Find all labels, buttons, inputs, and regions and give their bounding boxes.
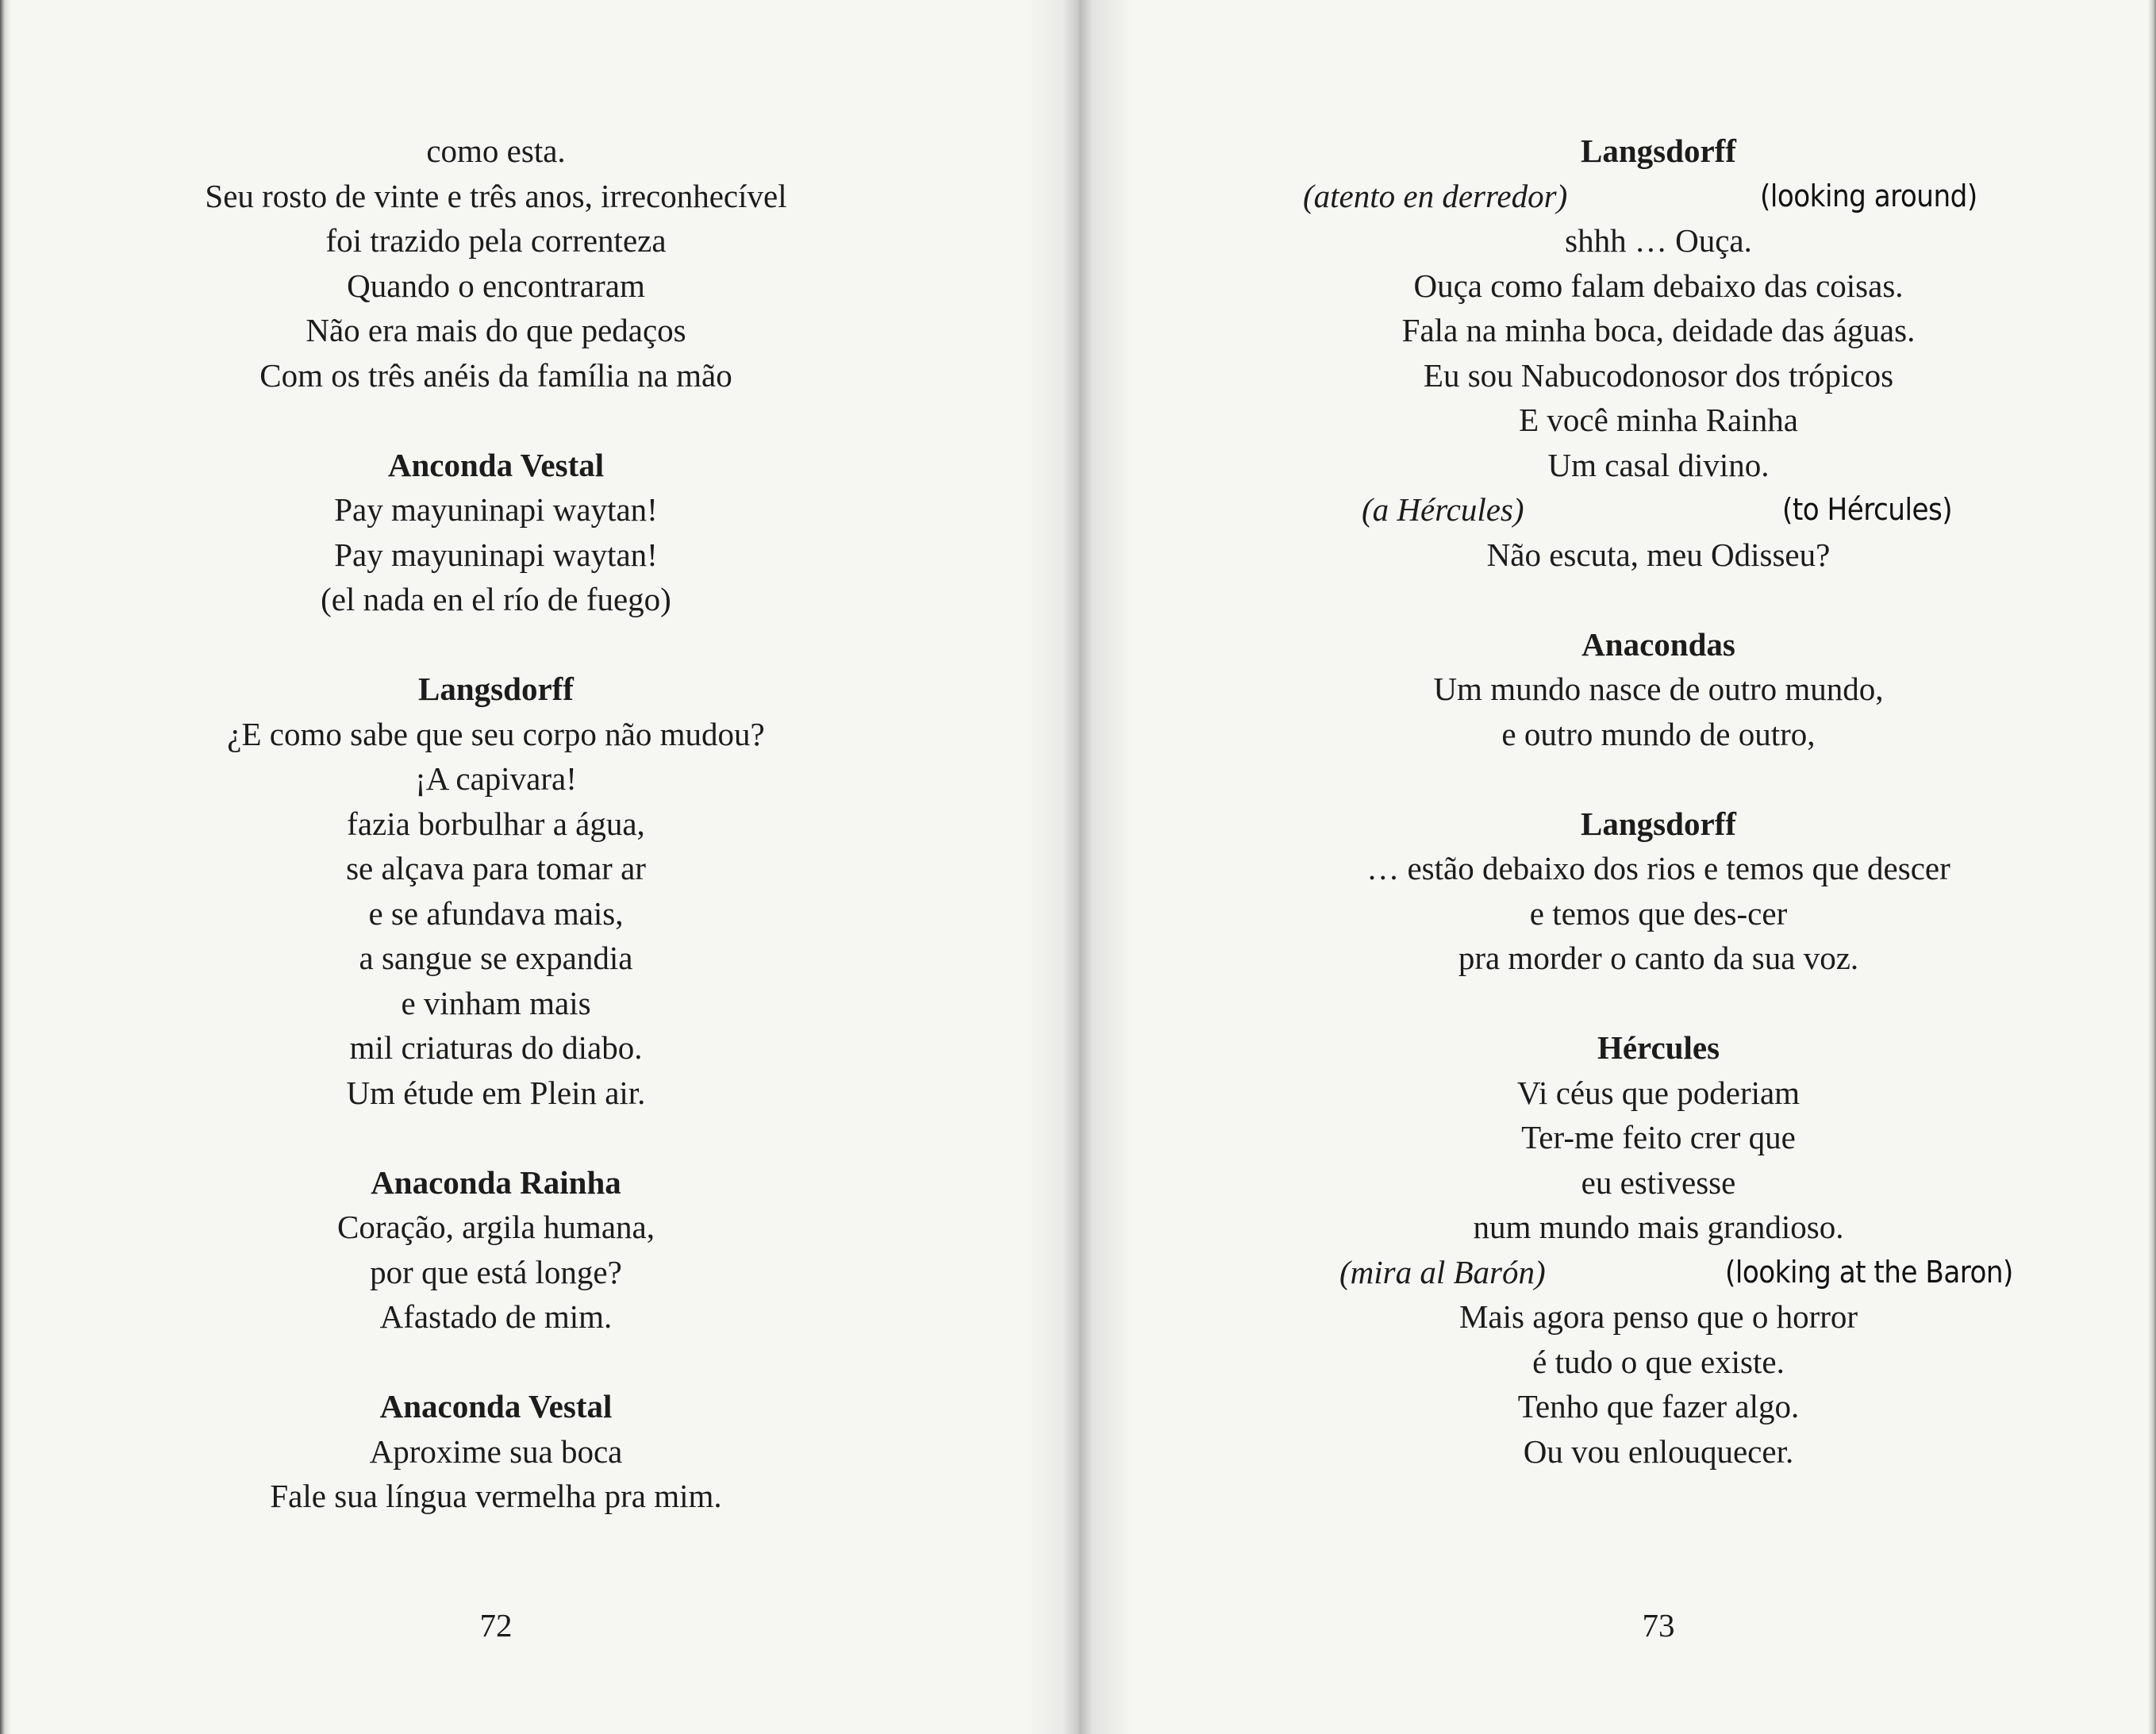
verse-line: e vinham mais (401, 984, 591, 1021)
verse-line: eu estivesse (1581, 1163, 1736, 1201)
stage-direction (1238, 1250, 2079, 1295)
speaker-name: Anconda Vestal (387, 446, 605, 483)
verse-line: num mundo mais grandioso. (1473, 1209, 1844, 1245)
speaker-name: Anacondas (1581, 625, 1735, 663)
verse-line: Ou vou enlouquecer. (1523, 1432, 1794, 1470)
book-gutter-shadow (1024, 0, 1135, 1734)
book-edge-left (0, 0, 11, 1734)
verse-line: Fale sua língua vermelha pra mim. (270, 1478, 722, 1514)
verse-line: Pay mayuninapi waytan! (334, 491, 658, 528)
stage-direction-original: (a Hércules) (1362, 491, 1524, 528)
speaker-name: Hércules (1597, 1029, 1720, 1066)
speaker-name: Langsdorff (1581, 133, 1736, 169)
stage-direction-translation: (looking around) (1760, 178, 1977, 213)
stage-direction (1238, 174, 2079, 219)
stage-direction-original: (atento en derredor) (1303, 177, 1568, 214)
verse-line: Afastado de mim. (379, 1298, 613, 1335)
speaker-name: Anaconda Vestal (379, 1388, 613, 1424)
page-number: 73 (1642, 1607, 1675, 1644)
verse-line: ¡A capivara! (415, 760, 577, 797)
verse-line: e temos que des-cer (1529, 894, 1788, 932)
verse-line: Seu rosto de vinte e três anos, irreconhecível (205, 177, 787, 214)
verse-line: foi trazido pela correnteza (325, 222, 667, 259)
speaker-name: Langsdorff (418, 671, 574, 707)
verse-line: … estão debaixo dos rios e temos que descer (1366, 850, 1950, 886)
stanza-gap (1238, 577, 2079, 622)
verse-line: é tudo o que existe. (1532, 1343, 1785, 1380)
stage-direction-translation: (to Hércules) (1782, 492, 1953, 527)
left-page-text (111, 129, 881, 1519)
verse-line: Mais agora penso que o horror (1458, 1298, 1858, 1335)
stanza-gap (111, 398, 881, 443)
verse-line: shhh … Ouça. (1565, 222, 1752, 259)
stanza-gap (1238, 981, 2079, 1026)
right-page-text (1238, 129, 2079, 1474)
verse-line: por que está longe? (370, 1253, 622, 1290)
verse-line: mil criaturas do diabo. (349, 1029, 643, 1066)
verse-line: pra morder o canto da sua voz. (1458, 940, 1859, 976)
verse-line: Com os três anéis da família na mão (259, 356, 732, 394)
verse-line: a sangue se expandia (359, 940, 633, 976)
verse-line: Vi céus que poderiam (1516, 1074, 1801, 1111)
stanza-gap (111, 1115, 881, 1160)
verse-line: e se afundava mais, (368, 894, 624, 932)
verse-line: Quando o encontraram (347, 267, 645, 304)
speaker-name: Langsdorff (1581, 805, 1736, 842)
speaker-name: Anaconda Rainha (371, 1163, 621, 1201)
verse-line: como esta. (426, 133, 566, 169)
verse-line: Fala na minha boca, deidade das águas. (1401, 312, 1916, 348)
verse-line: se alçava para tomar ar (346, 850, 646, 886)
verse-line: Eu sou Nabucodonosor dos trópicos (1423, 356, 1894, 394)
verse-line: Coração, argila humana, (337, 1209, 655, 1245)
stanza-gap (111, 622, 881, 667)
stanza-gap (111, 1340, 881, 1385)
verse-line: Aproxime sua boca (369, 1432, 623, 1470)
verse-line: Pay mayuninapi waytan! (334, 536, 658, 573)
stage-direction-translation: (looking at the Baron) (1725, 1254, 2013, 1290)
stage-direction-original: (mira al Barón) (1339, 1253, 1546, 1290)
verse-line: (el nada en el río de fuego) (321, 581, 671, 617)
verse-line: e outro mundo de outro, (1501, 715, 1816, 752)
stanza-gap (1238, 756, 2079, 802)
verse-line: Um étude em Plein air. (346, 1074, 646, 1111)
verse-line: Não escuta, meu Odisseu? (1486, 536, 1831, 573)
verse-line: fazia borbulhar a água, (347, 805, 645, 842)
page-number: 72 (479, 1607, 513, 1644)
verse-line: E você minha Rainha (1519, 402, 1798, 438)
verse-line: Não era mais do que pedaços (306, 312, 686, 348)
book-edge-right (2148, 0, 2156, 1734)
verse-line: Ouça como falam debaixo das coisas. (1413, 267, 1904, 304)
verse-line: ¿E como sabe que seu corpo não mudou? (227, 715, 765, 752)
stage-direction (1238, 487, 2079, 533)
verse-line: Um mundo nasce de outro mundo, (1433, 671, 1884, 707)
verse-line: Ter-me feito crer que (1521, 1119, 1796, 1155)
verse-line: Tenho que fazer algo. (1517, 1388, 1800, 1424)
verse-line: Um casal divino. (1547, 446, 1770, 483)
